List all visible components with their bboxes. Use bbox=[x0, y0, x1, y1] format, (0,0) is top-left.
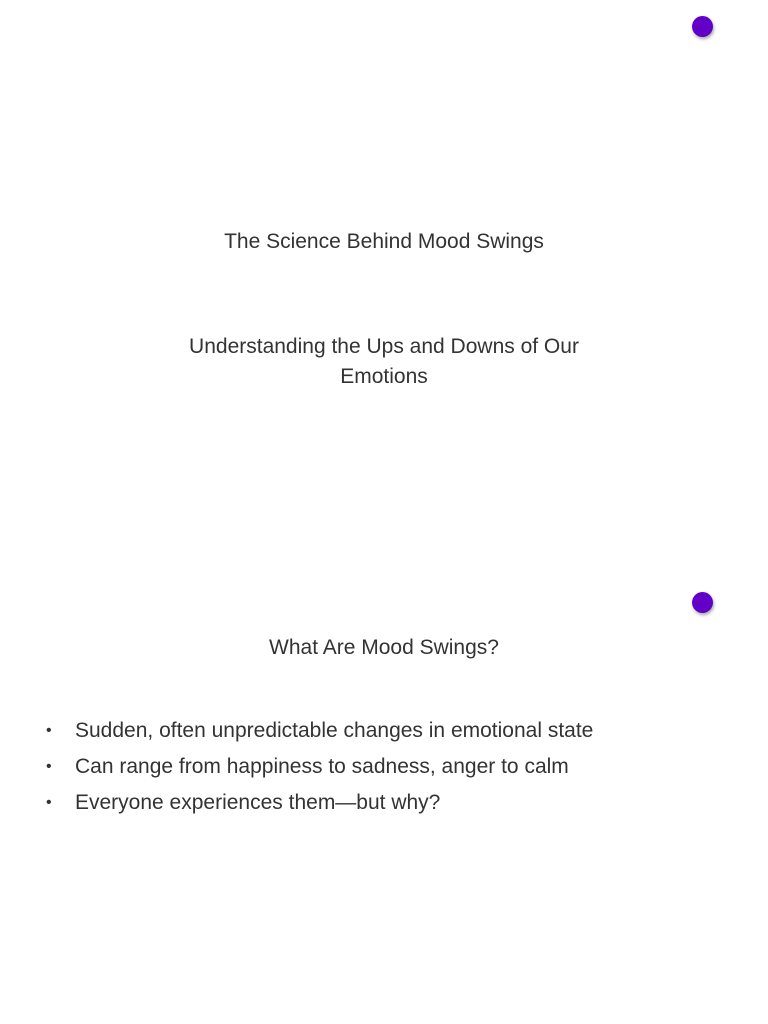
bullet-icon: • bbox=[46, 794, 52, 811]
slide-heading: What Are Mood Swings? bbox=[269, 636, 499, 659]
purple-dot-icon bbox=[692, 16, 713, 37]
slide-subtitle: Understanding the Ups and Downs of Our Emotions bbox=[189, 335, 579, 388]
list-item-text: Everyone experiences them—but why? bbox=[75, 791, 441, 814]
bullet-icon: • bbox=[46, 758, 52, 775]
list-item bbox=[44, 785, 734, 821]
bullet-icon: • bbox=[46, 722, 52, 739]
slide-what-are-mood-swings bbox=[0, 576, 768, 1024]
list-item bbox=[44, 749, 734, 785]
slide-title-heading: The Science Behind Mood Swings bbox=[224, 230, 544, 253]
list-item bbox=[44, 713, 734, 749]
list-item-text: Sudden, often unpredictable changes in emotional state bbox=[75, 719, 594, 742]
bullet-list bbox=[44, 713, 734, 821]
list-item-text: Can range from happiness to sadness, anger to calm bbox=[75, 755, 569, 778]
purple-dot-icon bbox=[692, 592, 713, 613]
